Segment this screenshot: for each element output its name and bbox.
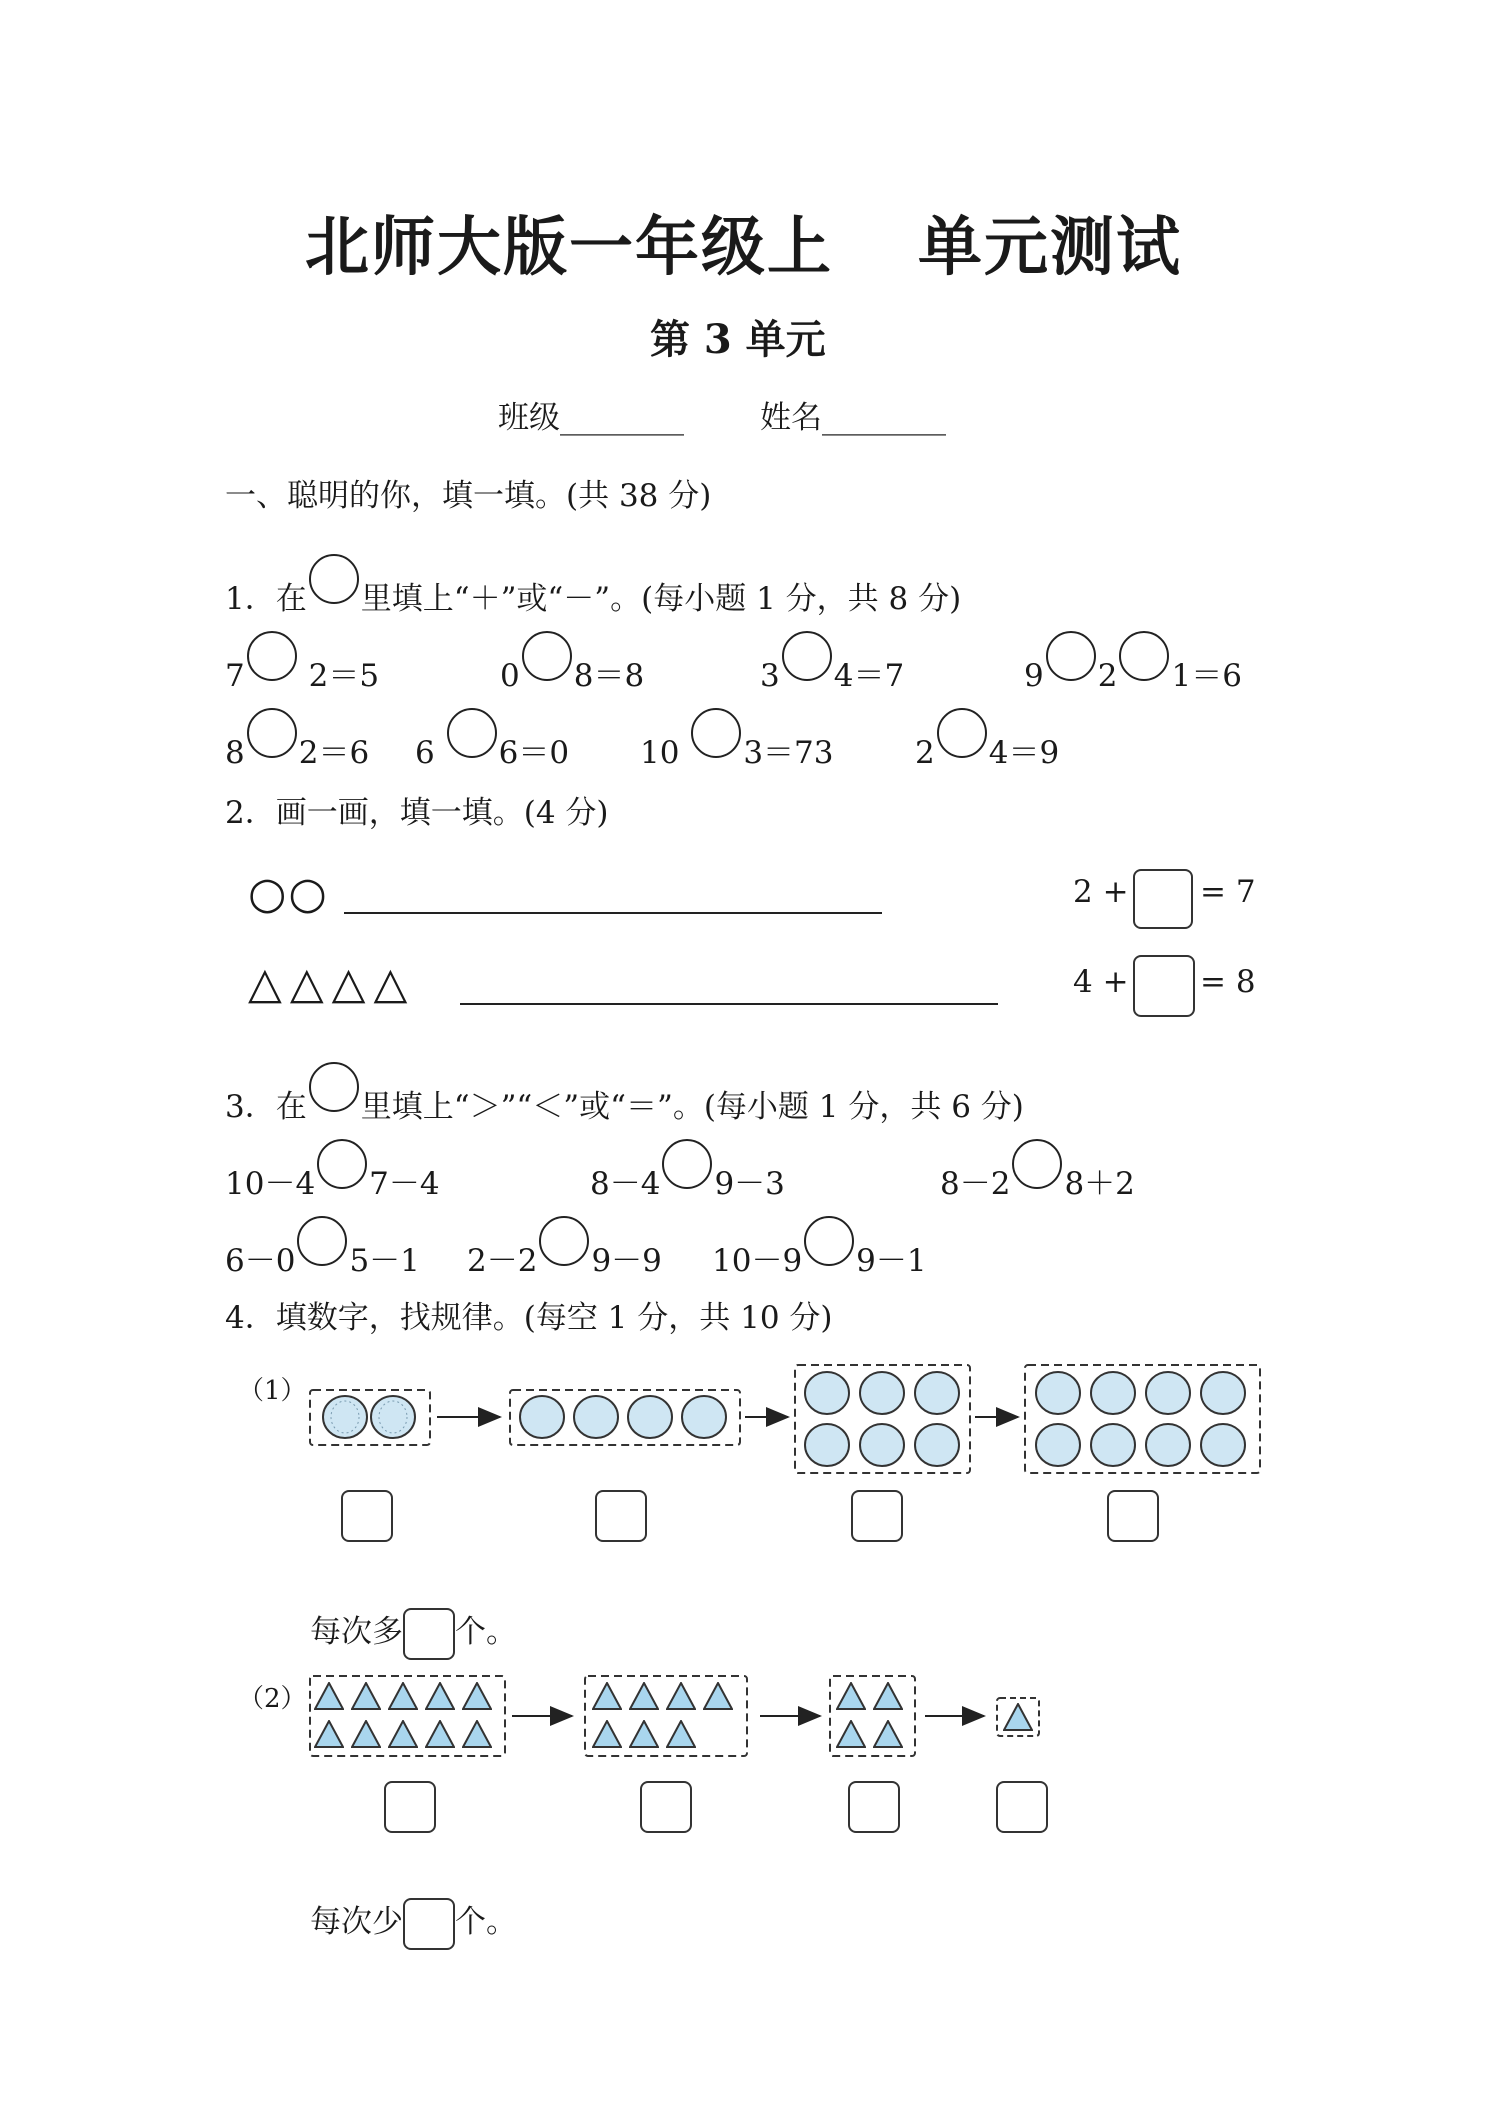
q3-item: 8－2 8＋2 [940, 1153, 1135, 1203]
answer-box[interactable] [848, 1781, 900, 1833]
triangle-icon [837, 1721, 865, 1747]
triangle-icon [630, 1683, 658, 1709]
fruit-icon [915, 1372, 959, 1414]
drawing-line[interactable] [460, 1003, 998, 1005]
q3-instruction [225, 1076, 1024, 1126]
answer-box[interactable] [403, 1898, 455, 1950]
part2-label: （2） [238, 1684, 307, 1714]
triangle-icon [315, 1683, 343, 1709]
q3-item: 8－4 9－3 [590, 1153, 785, 1203]
fruit-icon [1091, 1424, 1135, 1466]
triangle-icon [874, 1721, 902, 1747]
triangle-icon [593, 1683, 621, 1709]
answer-box[interactable] [384, 1781, 436, 1833]
answer-circle [309, 554, 359, 604]
fruit-icon [915, 1424, 959, 1466]
triangle-icon [389, 1721, 417, 1747]
answer-circle[interactable] [522, 631, 572, 681]
fruit-icon [628, 1396, 672, 1438]
answer-circle[interactable] [539, 1216, 589, 1266]
part2-sentence: 每次少 个。 [310, 1896, 517, 1950]
triangle-icon [352, 1683, 380, 1709]
page-subtitle: 第 3 单元 [650, 316, 826, 363]
q1-item: 0 8＝8 [500, 645, 644, 695]
q3-item: 2－2 9－9 [467, 1230, 662, 1280]
q3-suffix: 里填上“＞”“＜”或“＝”。(每小题 1 分，共 6 分) [360, 1089, 1024, 1125]
fruit-icon [682, 1396, 726, 1438]
fruit-icon [1036, 1424, 1080, 1466]
drawing-line[interactable] [344, 912, 882, 914]
eq2-right: = 8 [1200, 964, 1256, 1000]
triangle-icon [837, 1683, 865, 1709]
triangle-shapes: △△△△ [248, 958, 416, 1009]
answer-circle[interactable] [317, 1139, 367, 1189]
answer-circle[interactable] [1046, 631, 1096, 681]
q1-item: 10 3＝73 [640, 722, 833, 772]
answer-circle[interactable] [297, 1216, 347, 1266]
triangle-icon [667, 1721, 695, 1747]
triangle-icon [463, 1721, 491, 1747]
answer-box[interactable] [403, 1608, 455, 1660]
fruit-icon [1091, 1372, 1135, 1414]
part1-label: （1） [238, 1376, 307, 1406]
answer-box[interactable] [1107, 1490, 1159, 1542]
q2-heading: 2．画一画，填一填。(4 分) [225, 795, 609, 831]
q1-item: 9 2 1＝6 [1024, 645, 1242, 695]
triangle-icon [315, 1721, 343, 1747]
answer-circle[interactable] [662, 1139, 712, 1189]
triangle-icon [389, 1683, 417, 1709]
fruit-icon [860, 1424, 904, 1466]
q4-heading: 4．填数字，找规律。(每空 1 分，共 10 分) [225, 1300, 833, 1336]
fruit-icon [1146, 1424, 1190, 1466]
fruit-icon [1201, 1424, 1245, 1466]
name-field[interactable]: 姓名________ [760, 400, 946, 436]
triangle-icon [704, 1683, 732, 1709]
answer-circle[interactable] [1119, 631, 1169, 681]
q3-item: 10－9 9－1 [712, 1230, 927, 1280]
q1-item: 8 2＝6 [225, 722, 369, 772]
page-title-right: 单元测试 [918, 211, 1182, 285]
answer-circle[interactable] [247, 708, 297, 758]
answer-box[interactable] [640, 1781, 692, 1833]
answer-circle[interactable] [1012, 1139, 1062, 1189]
q1-suffix: 里填上“＋”或“－”。(每小题 1 分，共 8 分) [360, 581, 962, 617]
answer-box[interactable] [851, 1490, 903, 1542]
triangle-icon [463, 1683, 491, 1709]
answer-circle[interactable] [247, 631, 297, 681]
triangle-icon [352, 1721, 380, 1747]
q3-item: 6－0 5－1 [225, 1230, 420, 1280]
fruit-icon [323, 1396, 367, 1438]
fruit-icon [520, 1396, 564, 1438]
triangle-icon [1004, 1704, 1032, 1730]
fruit-icon [860, 1372, 904, 1414]
triangle-icon [593, 1721, 621, 1747]
answer-circle [309, 1062, 359, 1112]
answer-circle[interactable] [782, 631, 832, 681]
q3-prefix: 3．在 [225, 1089, 307, 1125]
triangle-icon [667, 1683, 695, 1709]
answer-box[interactable] [341, 1490, 393, 1542]
answer-circle[interactable] [937, 708, 987, 758]
answer-box[interactable] [1133, 869, 1193, 929]
fruit-icon [805, 1424, 849, 1466]
q1-instruction [225, 568, 961, 618]
fruit-icon [1201, 1372, 1245, 1414]
part1-sentence: 每次多 个。 [310, 1606, 517, 1660]
q1-item: 6 6＝0 [415, 722, 569, 772]
fruit-icon [371, 1396, 415, 1438]
triangle-sequence-figure [300, 1668, 1070, 1768]
fruit-icon [805, 1372, 849, 1414]
section-heading: 一、聪明的你，填一填。(共 38 分) [225, 478, 712, 514]
fruit-icon [574, 1396, 618, 1438]
class-field[interactable]: 班级________ [498, 400, 684, 436]
eq1-left: 2 + [1073, 874, 1129, 910]
answer-box[interactable] [1133, 955, 1195, 1017]
answer-circle[interactable] [691, 708, 741, 758]
answer-box[interactable] [595, 1490, 647, 1542]
q1-item: 7 2＝5 [225, 645, 379, 695]
eq1-right: = 7 [1200, 874, 1256, 910]
answer-box[interactable] [996, 1781, 1048, 1833]
page-title-left: 北师大版一年级上 [305, 211, 833, 285]
circle-shapes: ○○ [248, 868, 329, 919]
triangle-icon [426, 1683, 454, 1709]
triangle-icon [874, 1683, 902, 1709]
q1-prefix: 1．在 [225, 581, 307, 617]
eq2-left: 4 + [1073, 964, 1129, 1000]
q1-item: 3 4＝7 [760, 645, 904, 695]
triangle-icon [630, 1721, 658, 1747]
q3-item: 10－4 7－4 [225, 1153, 440, 1203]
fruit-icon [1036, 1372, 1080, 1414]
triangle-icon [426, 1721, 454, 1747]
answer-circle[interactable] [447, 708, 497, 758]
answer-circle[interactable] [804, 1216, 854, 1266]
fruit-icon [1146, 1372, 1190, 1414]
q1-item: 2 4＝9 [915, 722, 1059, 772]
